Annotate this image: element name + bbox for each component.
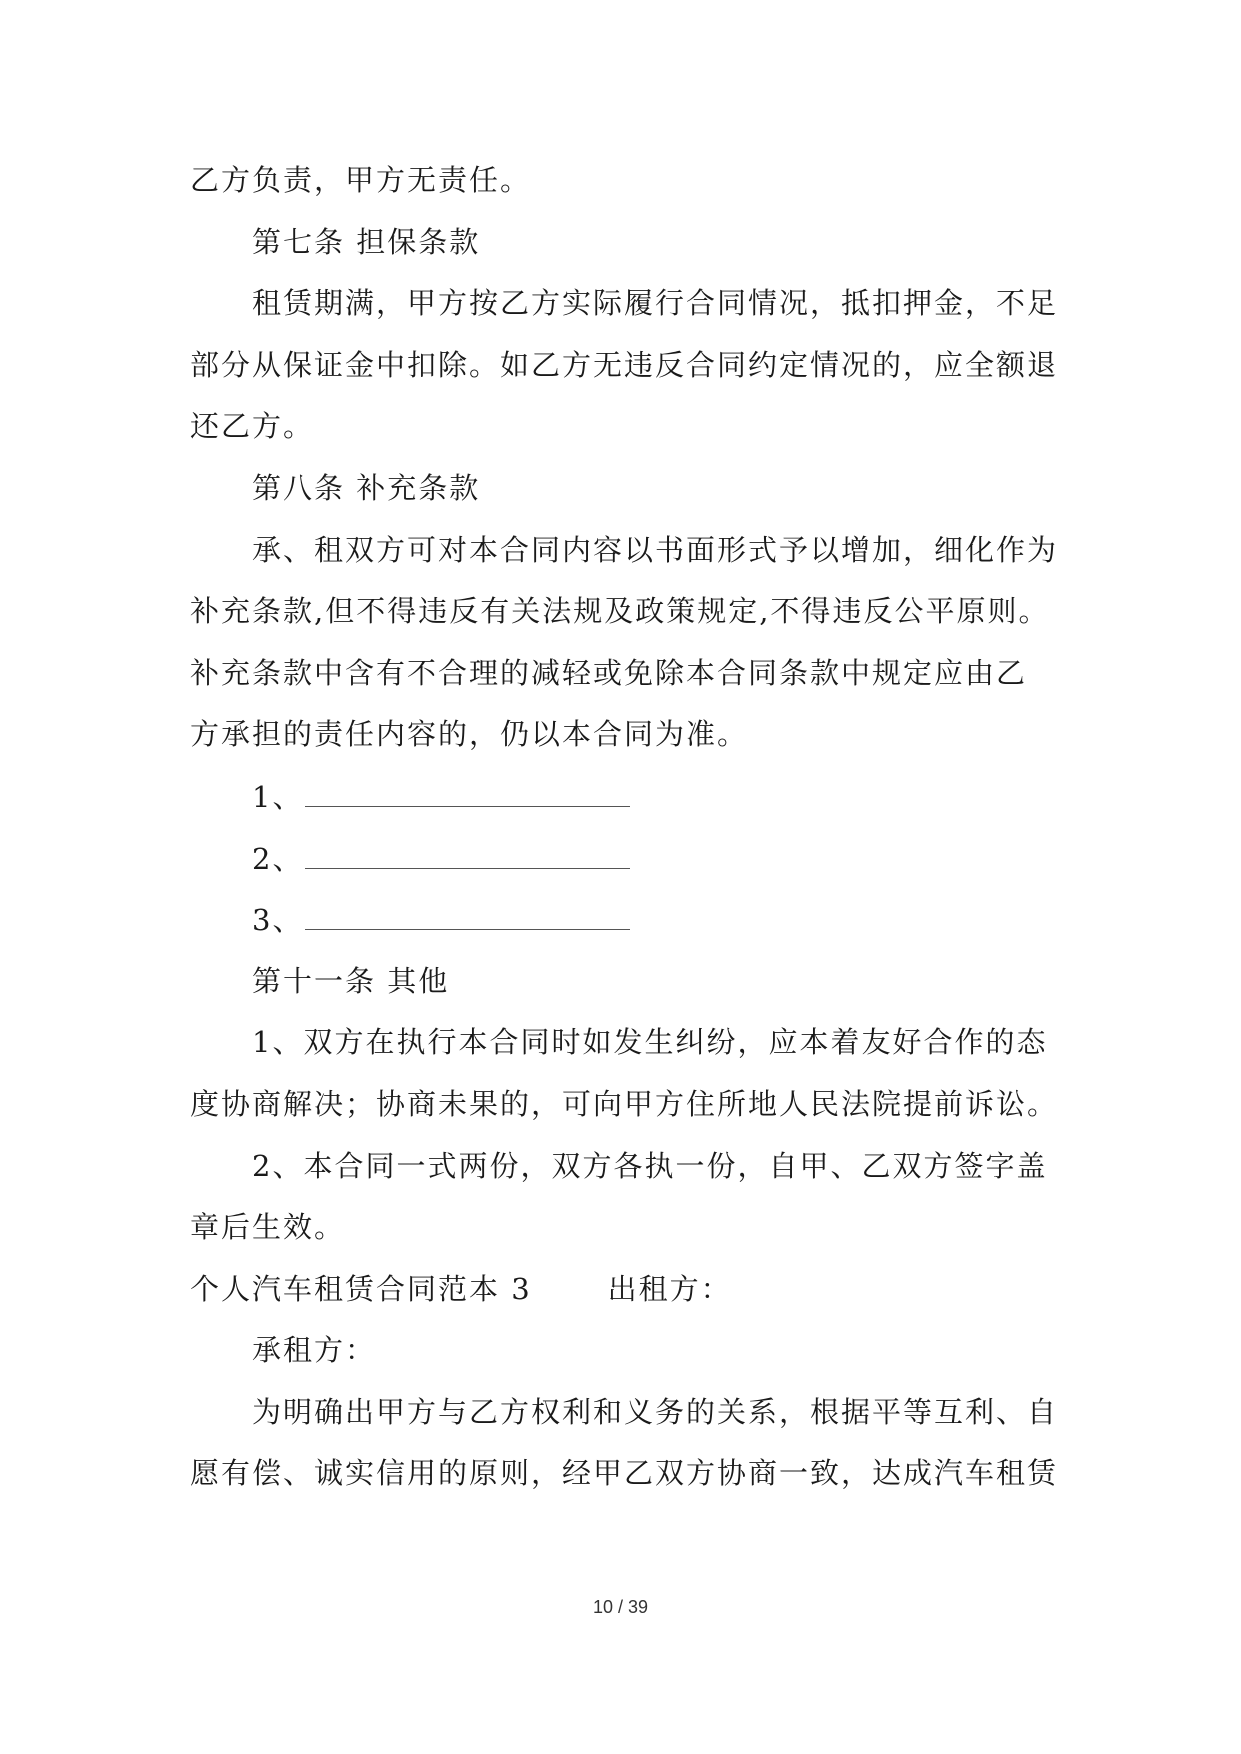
- contract-title: 个人汽车租赁合同范本 3: [190, 1271, 532, 1306]
- contract-3-title-line: [190, 1259, 1060, 1321]
- paragraph-line: 还乙方。: [190, 409, 315, 444]
- item-number: 1、: [252, 779, 304, 814]
- article-7-heading: 第七条 担保条款: [252, 224, 481, 259]
- paragraph-line: 租赁期满，甲方按乙方实际履行合同情况，抵扣押金，不足: [252, 286, 1059, 321]
- paragraph-line: 愿有偿、诚实信用的原则，经甲乙双方协商一致，达成汽车租赁: [190, 1456, 1059, 1491]
- article-11-heading: 第十一条 其他: [252, 963, 450, 998]
- paragraph-line: 1、双方在执行本合同时如发生纠纷，应本着友好合作的态: [252, 1025, 1048, 1060]
- supplement-item-3: [190, 889, 1060, 951]
- item-number: 2、: [252, 841, 304, 876]
- paragraph-line: 补充条款,但不得违反有关法规及政策规定,不得违反公平原则。: [190, 594, 1050, 629]
- supplement-item-1: [190, 766, 1060, 828]
- paragraph-line: 章后生效。: [190, 1210, 346, 1245]
- fill-in-blank[interactable]: [305, 828, 630, 869]
- paragraph-line: 乙方负责，甲方无责任。: [190, 163, 532, 197]
- paragraph-line: 部分从保证金中扣除。如乙方无违反合同约定情况的，应全额退: [190, 347, 1059, 382]
- paragraph-line: 为明确出甲方与乙方权利和义务的关系，根据平等互利、自: [252, 1394, 1059, 1429]
- paragraph-line: 度协商解决；协商未果的，可向甲方住所地人民法院提前诉讼。: [190, 1086, 1059, 1121]
- document-body: [190, 150, 1060, 1505]
- fill-in-blank[interactable]: [305, 766, 630, 807]
- page-number: 10 / 39: [592, 1597, 649, 1617]
- supplement-item-2: [190, 828, 1060, 890]
- paragraph-line: 方承担的责任内容的，仍以本合同为准。: [190, 717, 749, 752]
- paragraph-line: 补充条款中含有不合理的减轻或免除本合同条款中规定应由乙: [190, 655, 1028, 690]
- article-8-heading: 第八条 补充条款: [252, 470, 481, 505]
- paragraph-line: 2、本合同一式两份，双方各执一份，自甲、乙双方签字盖: [252, 1148, 1048, 1183]
- lessor-label: 出租方：: [607, 1271, 732, 1306]
- paragraph-line: 承、租双方可对本合同内容以书面形式予以增加，细化作为: [252, 532, 1059, 567]
- item-number: 3、: [252, 903, 304, 938]
- lessee-label: 承租方：: [252, 1333, 377, 1368]
- fill-in-blank[interactable]: [305, 889, 630, 930]
